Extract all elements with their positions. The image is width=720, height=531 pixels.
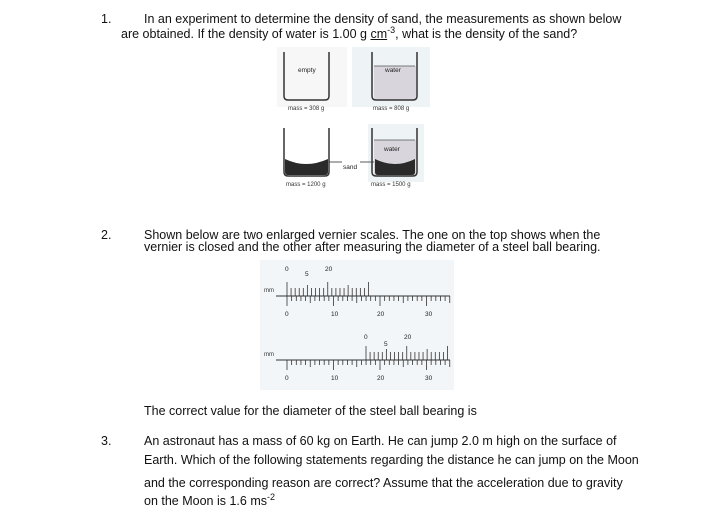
question-2-line-1: Shown below are two enlarged vernier scales. The one on the top shows when the xyxy=(144,228,601,242)
beaker-sand xyxy=(284,128,357,188)
vernier-tick-20-top: 20 xyxy=(325,266,333,273)
beaker-figure xyxy=(272,46,432,196)
vernier-tick-0-bottom: 0 xyxy=(364,334,368,341)
vernier-tick-20-bottom: 20 xyxy=(404,334,412,341)
question-1-line-1: In an experiment to determine the density of sand, the measurements as shown below xyxy=(144,12,622,26)
vernier-tick-5-bottom: 5 xyxy=(384,341,388,348)
beaker-sand-water xyxy=(360,124,424,188)
beaker-2-label: water xyxy=(385,67,401,74)
question-3-number: 3. xyxy=(101,434,112,448)
density-unit: cm xyxy=(370,27,388,41)
question-3-line-1: An astronaut has a mass of 60 kg on Earth. He can jump 2.0 m high on the surface of xyxy=(144,434,617,448)
sand-label: sand xyxy=(343,164,358,171)
question-2-number: 2. xyxy=(101,228,112,242)
beaker-4-mass: mass = 1500 g xyxy=(371,182,411,188)
beaker-1-mass: mass = 308 g xyxy=(288,106,325,112)
question-1-number: 1. xyxy=(101,12,112,26)
mm-label-bottom: mm xyxy=(264,352,274,358)
question-3-line-4 xyxy=(144,491,275,509)
question-1-line-2-pre: are obtained. If the density of water is 1.00 g xyxy=(121,27,371,41)
beaker-2-mass: mass = 808 g xyxy=(373,106,410,112)
beaker-1-label: empty xyxy=(298,67,316,74)
mm-label-top: mm xyxy=(264,288,274,294)
question-2-followup: The correct value for the diameter of the steel ball bearing is xyxy=(144,404,477,418)
main-tick-10-top: 10 xyxy=(331,311,339,318)
question-3-line-3: and the corresponding reason are correct? Assume that the acceleration due to gravity xyxy=(144,476,623,490)
question-1-line-2 xyxy=(121,24,578,42)
vernier-tick-5-top: 5 xyxy=(305,271,309,278)
question-3-line-2: Earth. Which of the following statements regarding the distance he can jump on the Moon xyxy=(144,453,639,467)
density-unit-exponent: -3 xyxy=(387,24,396,35)
main-tick-20-bottom: 20 xyxy=(377,375,385,382)
main-tick-10-bottom: 10 xyxy=(331,375,339,382)
vernier-figure xyxy=(260,260,454,390)
main-tick-0-bottom: 0 xyxy=(285,375,289,382)
main-tick-20-top: 20 xyxy=(377,311,385,318)
beaker-water xyxy=(352,47,430,112)
gravity-unit-exponent: -2 xyxy=(266,491,275,502)
beaker-empty xyxy=(277,47,347,112)
main-tick-30-bottom: 30 xyxy=(425,375,433,382)
main-tick-30-top: 30 xyxy=(425,311,433,318)
main-tick-0-top: 0 xyxy=(285,311,289,318)
question-2-line-2: vernier is closed and the other after measuring the diameter of a steel ball bearing. xyxy=(144,240,601,254)
beaker-3-mass: mass = 1200 g xyxy=(286,182,326,188)
vernier-tick-0-top: 0 xyxy=(285,266,289,273)
question-1-line-2-post: , what is the density of the sand? xyxy=(395,27,578,41)
question-3-line-4-pre: on the Moon is 1.6 ms xyxy=(144,494,267,508)
beaker-4-label: water xyxy=(384,146,400,153)
